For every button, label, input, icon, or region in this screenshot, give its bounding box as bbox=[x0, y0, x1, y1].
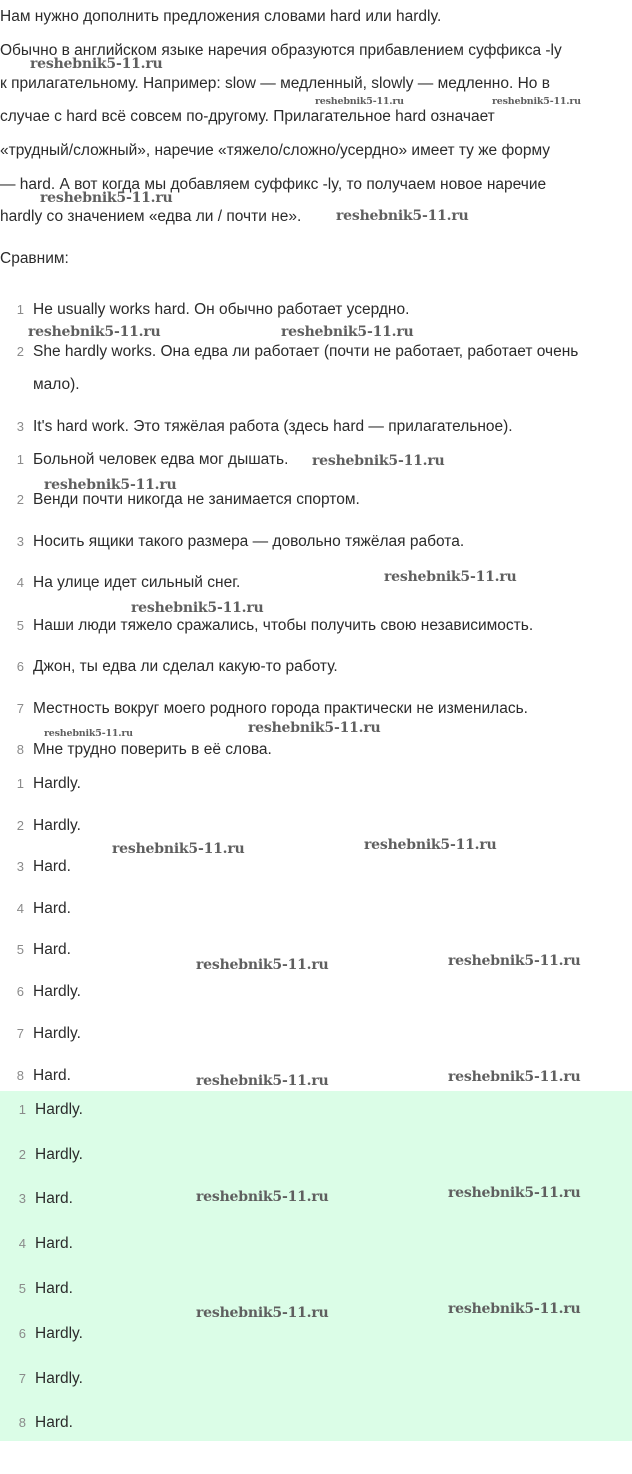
item-text: Hardly. bbox=[35, 1101, 83, 1118]
highlighted-answer-item bbox=[0, 1413, 632, 1433]
item-text: Hardly. bbox=[33, 1025, 81, 1042]
answer-item bbox=[0, 1066, 632, 1086]
intro-line-6: hardly со значением «едва ли / почти не». bbox=[0, 208, 302, 225]
item-text: Больной человек едва мог дышать. bbox=[33, 451, 289, 468]
answer-item bbox=[0, 940, 632, 960]
answer-item bbox=[0, 899, 632, 919]
item-number: 1 bbox=[16, 452, 24, 467]
item-number: 2 bbox=[16, 492, 24, 507]
translation-item bbox=[0, 699, 632, 719]
item-text: Hard. bbox=[35, 1280, 73, 1297]
item-text: Hard. bbox=[33, 1067, 71, 1084]
item-text: Hardly. bbox=[33, 817, 81, 834]
item-text: Hard. bbox=[33, 941, 71, 958]
item-text: На улице идет сильный снег. bbox=[33, 574, 241, 591]
watermark: reshebnik5-11.ru bbox=[196, 1073, 329, 1089]
intro-line-4: «трудный/сложный», наречие «тяжело/сложно/усердно» имеет ту же форму bbox=[0, 142, 551, 159]
item-text: Местность вокруг моего родного города практически не изменилась. bbox=[33, 700, 528, 717]
item-number: 1 bbox=[16, 302, 24, 317]
translation-item bbox=[0, 657, 632, 677]
answer-item bbox=[0, 774, 632, 794]
item-number: 3 bbox=[16, 859, 24, 874]
item-number: 3 bbox=[18, 1191, 26, 1206]
watermark: reshebnik5-11.ru bbox=[196, 1189, 329, 1205]
item-number: 4 bbox=[18, 1236, 26, 1251]
item-text: Hard. bbox=[35, 1235, 73, 1252]
item-text: Носить ящики такого размера — довольно тяжёлая работа. bbox=[33, 533, 465, 550]
translation-item bbox=[0, 532, 632, 552]
item-text: мало). bbox=[33, 376, 80, 393]
item-number: 1 bbox=[18, 1102, 26, 1117]
item-text: Hardly. bbox=[35, 1370, 83, 1387]
item-number: 5 bbox=[16, 942, 24, 957]
item-number: 7 bbox=[18, 1371, 26, 1386]
translation-item bbox=[0, 616, 632, 636]
item-number: 1 bbox=[16, 776, 24, 791]
item-number: 8 bbox=[16, 742, 24, 757]
item-number: 2 bbox=[16, 818, 24, 833]
item-number: 7 bbox=[16, 1026, 24, 1041]
translation-item bbox=[0, 450, 632, 470]
intro-line-3: случае с hard всё совсем по-другому. Прилагательное hard означает bbox=[0, 108, 495, 125]
item-number: 6 bbox=[18, 1326, 26, 1341]
highlighted-answers-block bbox=[0, 1091, 632, 1441]
item-text: Наши люди тяжело сражались, чтобы получить свою независимость. bbox=[33, 617, 534, 634]
watermark: reshebnik5-11.ru bbox=[40, 190, 173, 206]
watermark: reshebnik5-11.ru bbox=[281, 324, 414, 340]
watermark: reshebnik5-11.ru bbox=[384, 569, 517, 585]
item-number: 6 bbox=[16, 984, 24, 999]
translation-item bbox=[0, 740, 632, 760]
item-number: 2 bbox=[16, 344, 24, 359]
item-text: Hardly. bbox=[35, 1325, 83, 1342]
item-text: Hard. bbox=[33, 900, 71, 917]
highlighted-answer-item bbox=[0, 1279, 632, 1299]
example-item bbox=[0, 300, 632, 320]
item-number: 3 bbox=[16, 534, 24, 549]
watermark: reshebnik5-11.ru bbox=[364, 837, 497, 853]
item-number: 4 bbox=[16, 575, 24, 590]
item-text: Hard. bbox=[33, 858, 71, 875]
highlighted-answer-item bbox=[0, 1145, 632, 1165]
intro-line-5: — hard. А вот когда мы добавляем суффикс -ly, то получаем новое наречие bbox=[0, 176, 547, 193]
example-item-continued bbox=[0, 375, 632, 395]
watermark: reshebnik5-11.ru bbox=[336, 208, 469, 224]
watermark: reshebnik5-11.ru bbox=[448, 1069, 581, 1085]
example-item bbox=[0, 342, 632, 362]
highlighted-answer-item bbox=[0, 1369, 632, 1389]
item-number: 8 bbox=[18, 1415, 26, 1430]
item-number: 5 bbox=[16, 618, 24, 633]
watermark: reshebnik5-11.ru bbox=[28, 324, 161, 340]
item-text: Hard. bbox=[35, 1190, 73, 1207]
item-number: 6 bbox=[16, 659, 24, 674]
highlighted-answer-item bbox=[0, 1100, 632, 1120]
item-text: Джон, ты едва ли сделал какую-то работу. bbox=[33, 658, 338, 675]
watermark: reshebnik5-11.ru bbox=[448, 953, 581, 969]
item-text: It's hard work. Это тяжёлая работа (здесь hard — прилагательное). bbox=[33, 418, 513, 435]
item-number: 2 bbox=[18, 1147, 26, 1162]
watermark: reshebnik5-11.ru bbox=[196, 1305, 329, 1321]
item-text: She hardly works. Она едва ли работает (почти не работает, работает очень bbox=[33, 343, 579, 360]
item-text: Мне трудно поверить в её слова. bbox=[33, 741, 272, 758]
item-text: He usually works hard. Он обычно работает усердно. bbox=[33, 301, 410, 318]
watermark: reshebnik5-11.ru bbox=[112, 841, 245, 857]
item-number: 4 bbox=[16, 901, 24, 916]
watermark: reshebnik5-11.ru bbox=[448, 1301, 581, 1317]
item-number: 8 bbox=[16, 1068, 24, 1083]
watermark: reshebnik5-11.ru bbox=[312, 453, 445, 469]
highlighted-answer-item bbox=[0, 1234, 632, 1254]
intro-line-2: к прилагательному. Например: slow — медленный, slowly — медленно. Но в bbox=[0, 75, 550, 92]
watermark: reshebnik5-11.ru bbox=[44, 477, 177, 493]
answer-item bbox=[0, 1024, 632, 1044]
compare-label: Сравним: bbox=[0, 250, 69, 267]
example-item bbox=[0, 417, 632, 437]
item-number: 5 bbox=[18, 1281, 26, 1296]
watermark: reshebnik5-11.ru bbox=[248, 720, 381, 736]
watermark: reshebnik5-11.ru bbox=[30, 56, 163, 72]
item-text: Hardly. bbox=[33, 983, 81, 1000]
item-number: 3 bbox=[16, 419, 24, 434]
highlighted-answer-item bbox=[0, 1189, 632, 1209]
translation-item bbox=[0, 573, 632, 593]
item-text: Hard. bbox=[35, 1414, 73, 1431]
task-statement: Нам нужно дополнить предложения словами hard или hardly. bbox=[0, 8, 442, 25]
answer-item bbox=[0, 857, 632, 877]
translation-item bbox=[0, 490, 632, 510]
item-text: Hardly. bbox=[35, 1146, 83, 1163]
watermark: reshebnik5-11.ru bbox=[131, 600, 264, 616]
watermark: reshebnik5-11.ru bbox=[492, 96, 581, 107]
item-number: 7 bbox=[16, 701, 24, 716]
answer-item bbox=[0, 816, 632, 836]
watermark: reshebnik5-11.ru bbox=[44, 728, 133, 739]
intro-line-1: Обычно в английском языке наречия образуются прибавлением суффикса -ly bbox=[0, 42, 562, 59]
answer-item bbox=[0, 982, 632, 1002]
watermark: reshebnik5-11.ru bbox=[196, 957, 329, 973]
item-text: Венди почти никогда не занимается спортом. bbox=[33, 491, 360, 508]
watermark: reshebnik5-11.ru bbox=[315, 96, 404, 107]
watermark: reshebnik5-11.ru bbox=[448, 1185, 581, 1201]
highlighted-answer-item bbox=[0, 1324, 632, 1344]
item-text: Hardly. bbox=[33, 775, 81, 792]
